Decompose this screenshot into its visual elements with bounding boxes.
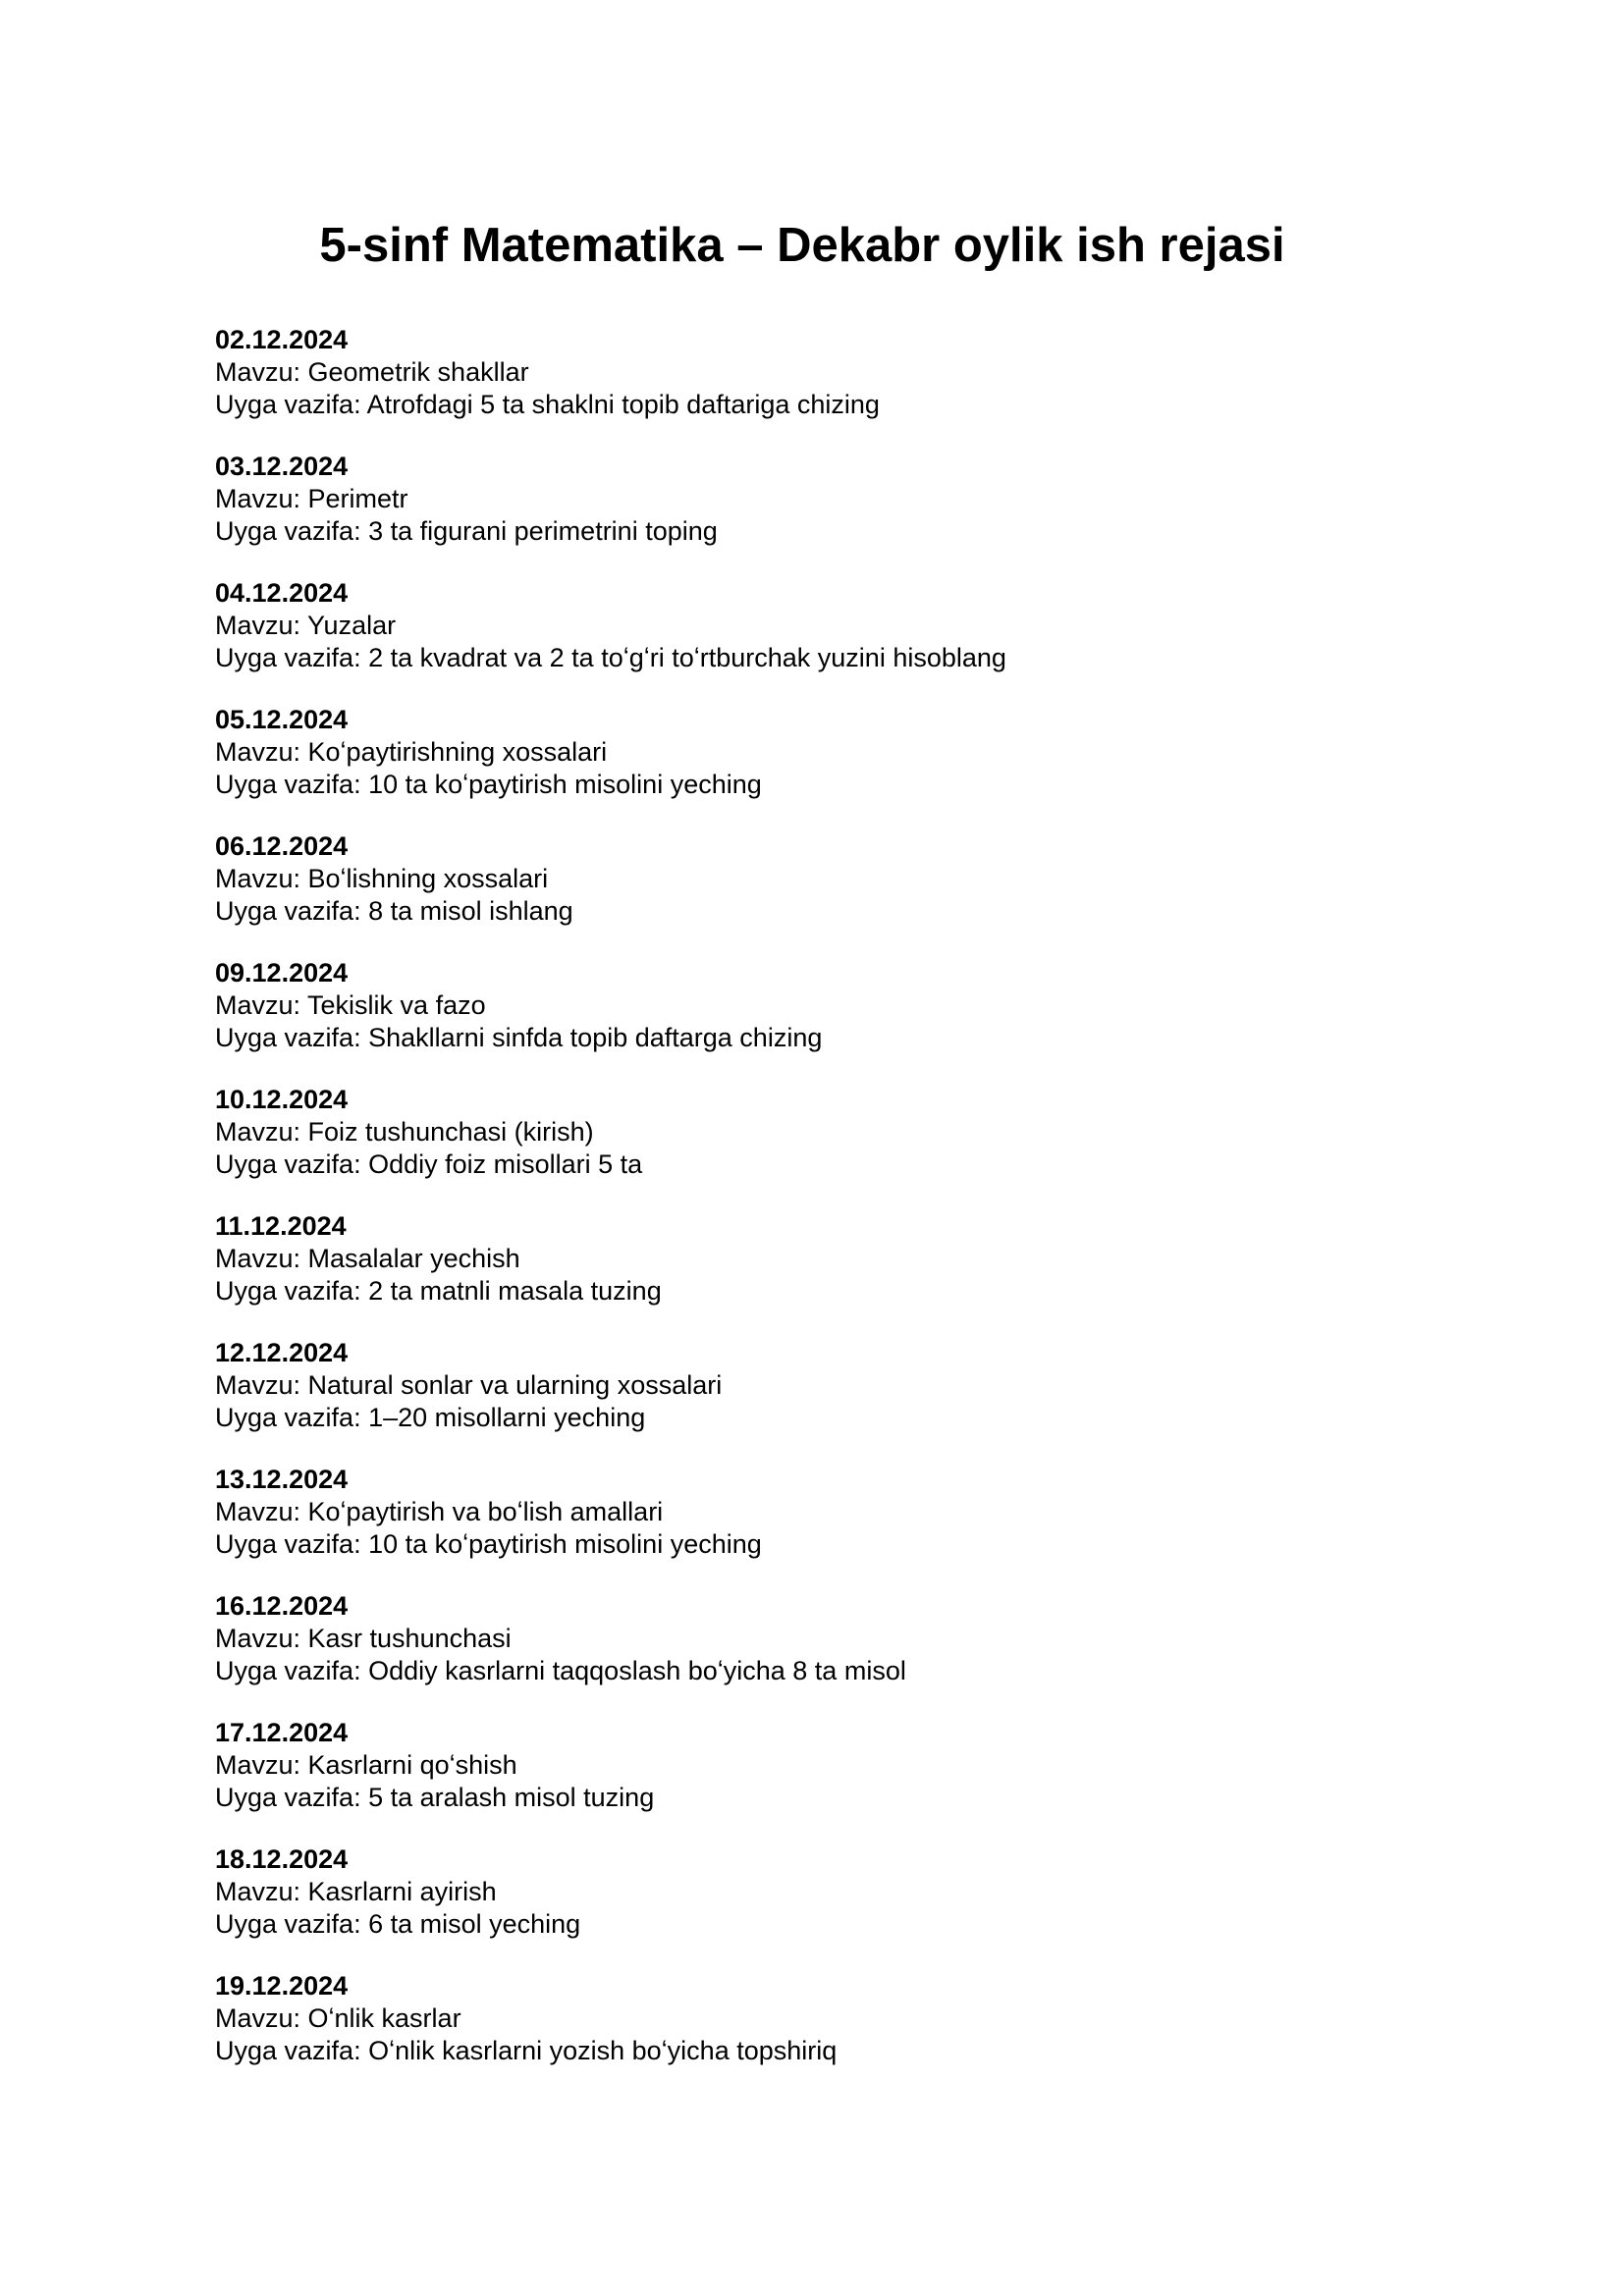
list-item — [215, 451, 1491, 577]
lesson-homework: Uyga vazifa: 6 ta misol yeching — [215, 1909, 581, 1939]
lesson-homework: Uyga vazifa: 1–20 misollarni yeching — [215, 1403, 646, 1432]
lesson-topic: Mavzu: Natural sonlar va ularning xossalari — [215, 1370, 723, 1400]
list-item — [215, 1717, 1491, 1843]
lesson-homework: Uyga vazifa: 3 ta figurani perimetrini toping — [215, 516, 718, 546]
lesson-homework: Uyga vazifa: Shakllarni sinfda topib daftarga chizing — [215, 1023, 823, 1052]
lesson-homework: Uyga vazifa: Oddiy kasrlarni taqqoslash boʻyicha 8 ta misol — [215, 1656, 906, 1685]
lesson-homework: Uyga vazifa: 10 ta koʻpaytirish misolini yeching — [215, 770, 762, 799]
list-item — [215, 704, 1491, 830]
lesson-topic: Mavzu: Tekislik va fazo — [215, 990, 486, 1020]
lesson-date: 18.12.2024 — [215, 1844, 349, 1874]
lesson-topic: Mavzu: Foiz tushunchasi (kirish) — [215, 1117, 594, 1147]
lesson-homework: Uyga vazifa: 2 ta matnli masala tuzing — [215, 1276, 662, 1306]
lesson-topic: Mavzu: Koʻpaytirishning xossalari — [215, 737, 608, 767]
lesson-date: 09.12.2024 — [215, 958, 349, 988]
list-item — [215, 1970, 1491, 2097]
lesson-homework: Uyga vazifa: 2 ta kvadrat va 2 ta toʻgʻri toʻrtburchak yuzini hisoblang — [215, 643, 1006, 672]
lesson-date: 04.12.2024 — [215, 578, 349, 608]
lesson-homework: Uyga vazifa: 8 ta misol ishlang — [215, 896, 573, 926]
document-title: 5-sinf Matematika – Dekabr oylik ish rejasi — [319, 219, 1285, 272]
lesson-date: 12.12.2024 — [215, 1338, 349, 1367]
list-item — [215, 1337, 1491, 1464]
lesson-date: 06.12.2024 — [215, 831, 349, 861]
list-item — [215, 324, 1491, 451]
lesson-homework: Uyga vazifa: 5 ta aralash misol tuzing — [215, 1783, 655, 1812]
lesson-topic: Mavzu: Kasrlarni qoʻshish — [215, 1750, 517, 1780]
lesson-date: 02.12.2024 — [215, 325, 349, 354]
list-item — [215, 1084, 1491, 1210]
list-item — [215, 1590, 1491, 1717]
lesson-topic: Mavzu: Koʻpaytirish va boʻlish amallari — [215, 1497, 664, 1526]
list-item — [215, 1464, 1491, 1590]
list-item — [215, 1210, 1491, 1337]
lesson-topic: Mavzu: Perimetr — [215, 484, 408, 513]
lesson-homework: Uyga vazifa: Atrofdagi 5 ta shaklni topib daftariga chizing — [215, 390, 880, 419]
lesson-date: 10.12.2024 — [215, 1085, 349, 1114]
lesson-topic: Mavzu: Oʻnlik kasrlar — [215, 2003, 461, 2033]
lesson-date: 13.12.2024 — [215, 1465, 349, 1494]
lesson-topic: Mavzu: Kasrlarni ayirish — [215, 1877, 497, 1906]
lesson-date: 17.12.2024 — [215, 1718, 349, 1747]
lesson-homework: Uyga vazifa: 10 ta koʻpaytirish misolini yeching — [215, 1529, 762, 1559]
lesson-homework: Uyga vazifa: Oʻnlik kasrlarni yozish boʻyicha topshiriq — [215, 2036, 838, 2065]
lesson-topic: Mavzu: Kasr tushunchasi — [215, 1624, 512, 1653]
list-item — [215, 957, 1491, 1084]
lesson-date: 16.12.2024 — [215, 1591, 349, 1621]
list-item — [215, 1843, 1491, 1970]
lesson-date: 03.12.2024 — [215, 452, 349, 481]
lesson-homework: Uyga vazifa: Oddiy foiz misollari 5 ta — [215, 1149, 643, 1179]
lesson-date: 11.12.2024 — [215, 1211, 347, 1241]
lesson-topic: Mavzu: Boʻlishning xossalari — [215, 864, 549, 893]
lesson-date: 05.12.2024 — [215, 705, 349, 734]
lesson-topic: Mavzu: Geometrik shakllar — [215, 357, 529, 387]
list-item — [215, 830, 1491, 957]
lesson-topic: Mavzu: Yuzalar — [215, 611, 397, 640]
lesson-plan-list — [215, 324, 1491, 2097]
lesson-topic: Mavzu: Masalalar yechish — [215, 1244, 520, 1273]
lesson-date: 19.12.2024 — [215, 1971, 349, 2001]
list-item — [215, 577, 1491, 704]
